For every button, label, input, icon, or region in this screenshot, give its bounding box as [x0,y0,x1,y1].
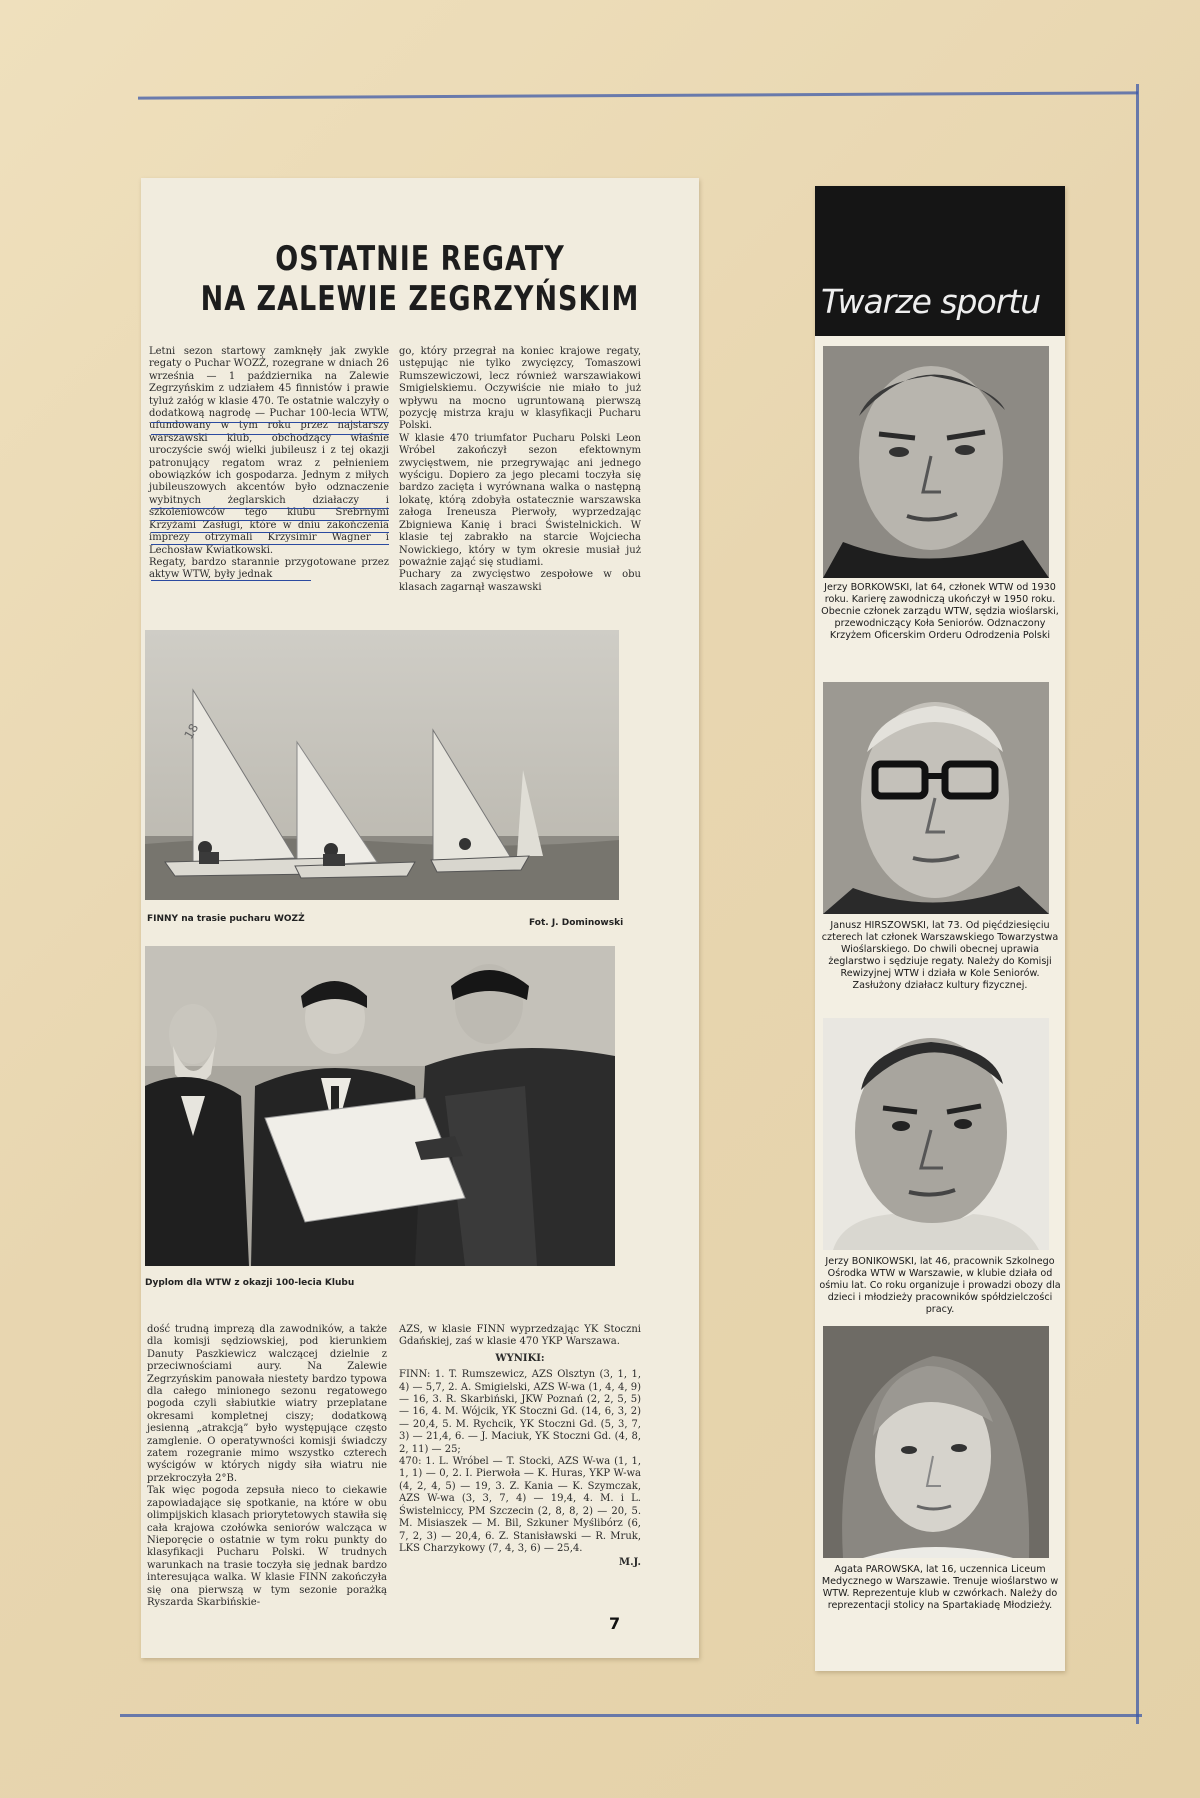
portrait-bonikowski [823,1018,1049,1250]
article-column-3: dość trudną imprezą dla zawodników, a także dla komisji sędziowskiej, pod kierunkiem Danuty Paszkiewicz walczącej dzielnie z przeciwnościami aury. Na Zalewie Zegrzyńskim panowała niestety bardzo typowa dla całego minionego sezonu regatowego pogoda czyli słabiutkie wiatry przeplatane okresami kompletnej ciszy; dodatkową jesienną „atrakcją” było występujące często zamglenie. O operatywności komisji świadczy zatem rozegranie mimo wszystko czterech wyścigów w których nigdy siła wiatru nie przekroczyła 2°B. Tak więc pogoda zepsuła nieco to ciekawie zapowiadające się spotkanie, na które w obu olimpijskich klasach priorytetowych stawiła się cała krajowa czołówka seniorów walcząca w Nieporęcie o ostatnie w tym roku punkty do klasyfikacji Pucharu Polski. W trudnych warunkach na trasie toczyła się jednak bardzo interesująca walka. W klasie FINN zakończyła się ona pierwszą w tym sezonie porażką Ryszarda Skarbińskie- [147,1324,387,1608]
results-heading: WYNIKI: [495,1352,545,1364]
svg-text:18: 18 [181,721,202,742]
photo-2-caption: Dyplom dla WTW z okazji 100-lecia Klubu [145,1278,355,1288]
photo-1-caption: FINNY na trasie pucharu WOZŻ [147,914,305,924]
diploma-ceremony-image [145,946,615,1266]
portrait-hirszowski [823,682,1049,914]
author-signature: M.J. [619,1557,641,1569]
caption-parowska: Agata PAROWSKA, lat 16, uczennica Liceum Medycznego w Warszawie. Trenuje wioślarstwo w WTW. Reprezentuje klub w czwórkach. Należy do reprezentacji stolicy na Spartakiadę Młodzieży. [821,1564,1059,1611]
newspaper-clipping-article [141,178,699,1658]
pen-underline [151,544,389,545]
sailboats-image [145,630,619,900]
pen-underline [151,422,389,423]
article-column-1: Letni sezon startowy zamknęły jak zwykle regaty o Puchar WOZŻ, rozegrane w dniach 26 września — 1 października na Zalewie Zegrzyńskim z udziałem 45 finnistów i prawie tyluż załóg w klasie 470. Te ostatnie walczyły o dodatkową nagrodę — Puchar 100-lecia WTW, ufundowany w tym roku przez najstarszy warszawski klub, obchodzący właśnie uroczyście swój wielki jubileusz i z tej okazji patronujący regatom wraz z pełnieniem obowiązków ich gospodarza. Jednym z miłych jubileuszowych akcentów było odznaczenie wybitnych żeglarskich działaczy i szkoleniowców tego klubu Srebrnymi Krzyżami Zasługi, które w dniu zakończenia imprezy otrzymali Krzysimir Wagner i Lechosław Kwiatkowski. Regaty, bardzo starannie przygotowane przez aktyw WTW, były jednak [149,346,389,581]
sailboats-photo [145,630,619,900]
article-column-4-lead: AZS, w klasie FINN wyprzedzając YK Stoczni Gdańskiej, zaś w klasie 470 YKP Warszawa. [399,1324,641,1348]
sidebar-banner [815,186,1065,336]
pen-underline [151,520,389,521]
portrait-parowska [823,1326,1049,1558]
caption-bonikowski: Jerzy BONIKOWSKI, lat 46, pracownik Szkolnego Ośrodka WTW w Warszawie, w klubie działa od ośmiu lat. Co roku organizuje i prowadzi obozy dla dzieci i młodzieży pracowników spółdzielczości pracy. [819,1256,1061,1315]
caption-hirszowski: Janusz HIRSZOWSKI, lat 73. Od pięćdziesięciu czterech lat członek Warszawskiego Towarzystwa Wioślarskiego. Do chwili obecnej uprawia żeglarstwo i sędziuje regaty. Należy do Komisji Rewizyjnej WTW i działa w Kole Seniorów. Zasłużony działacz kultury fizycznej. [821,920,1059,991]
photo-1-credit: Fot. J. Dominowski [529,918,624,928]
headline-line-1: OSTATNIE REGATY [275,240,565,279]
article-column-4 [399,1324,641,1614]
frame-line-right [1136,84,1139,1724]
headline-line-2: NA ZALEWIE ZEGRZYŃSKIM [200,280,640,319]
newspaper-clipping-sidebar [815,186,1065,1671]
diploma-ceremony-photo [145,946,615,1266]
portrait-bonikowski-image [823,1018,1049,1250]
pen-underline [151,508,389,509]
portrait-borkowski [823,346,1049,578]
page-number: 7 [609,1614,621,1633]
portrait-borkowski-image [823,346,1049,578]
article-column-2: go, który przegrał na koniec krajowe regaty, ustępując nie tylko zwycięzcy, Tomaszowi Rumszewiczowi, lecz również warszawiakowi Smigielskiemu. Oczywiście nie miało to już wpływu na mocno ugruntowaną pierwszą pozycję mistrza kraju w klasyfikacji Pucharu Polski. W klasie 470 triumfator Pucharu Polski Leon Wróbel zakończył sezon efektownym zwycięstwem, nie przegrywając ani jednego wyścigu. Dopiero za jego plecami toczyła się bardzo zacięta i wyrównana walka o następną lokatę, którą zdobyła ostatecznie warszawska załoga Ireneusza Pierwoły, wyprzedzając Zbigniewa Kanię i braci Świstelnickich. W klasie tej zabrakło na starcie Wojciecha Nowickiego, który w tym okresie musiał już poważnie zająć się studiami. Puchary za zwycięstwo zespołowe w obu klasach zagarnął waszawski [399,346,641,593]
results-list: FINN: 1. T. Rumszewicz, AZS Olsztyn (3, 1, 1, 4) — 5,7, 2. A. Smigielski, AZS W-wa (1, 4, 4, 9) — 16, 3. R. Skarbiński, JKW Poznań (2, 2, 5, 5) — 16, 4. M. Wójcik, YK Stoczni Gd. (14, 6, 3, 2) — 20,4, 5. M. Rychcik, YK Stoczni Gd. (5, 3, 7, 3) — 21,4, 6. — J. Maciuk, YK Stoczni Gd. (4, 8, 2, 11) — 25; 470: 1. L. Wróbel — T. Stocki, AZS W-wa (1, 1, 1, 1) — 0, 2. I. Pierwoła — K. Huras, YKP W-wa (4, 2, 4, 5) — 19, 3. Z. Kania — K. Szymczak, AZS W-wa (3, 3, 7, 4) — 19,4, 4. M. i L. Świstelniccy, PM Szczecin (2, 8, 8, 2) — 20, 5. M. Misiaszek — M. Bil, Szkuner Myślibórz (6, 7, 2, 3) — 20,4, 6. Z. Stanisławski — R. Mruk, LKS Charzykowy (7, 4, 3, 6) — 25,4. [399,1369,641,1554]
pen-underline [151,434,389,435]
frame-line-bottom [120,1714,1142,1717]
portrait-hirszowski-image [823,682,1049,914]
pen-underline [151,580,311,581]
pen-underline [151,532,389,533]
portrait-parowska-image [823,1326,1049,1558]
caption-borkowski: Jerzy BORKOWSKI, lat 64, członek WTW od 1930 roku. Karierę zawodniczą ukończył w 1950 roku. Obecnie członek zarządu WTW, sędzia wioślarski, przewodniczący Koła Seniorów. Odznaczony Krzyżem Oficerskim Orderu Odrodzenia Polski [821,582,1059,641]
banner-title: Twarze sportu [821,282,1041,321]
